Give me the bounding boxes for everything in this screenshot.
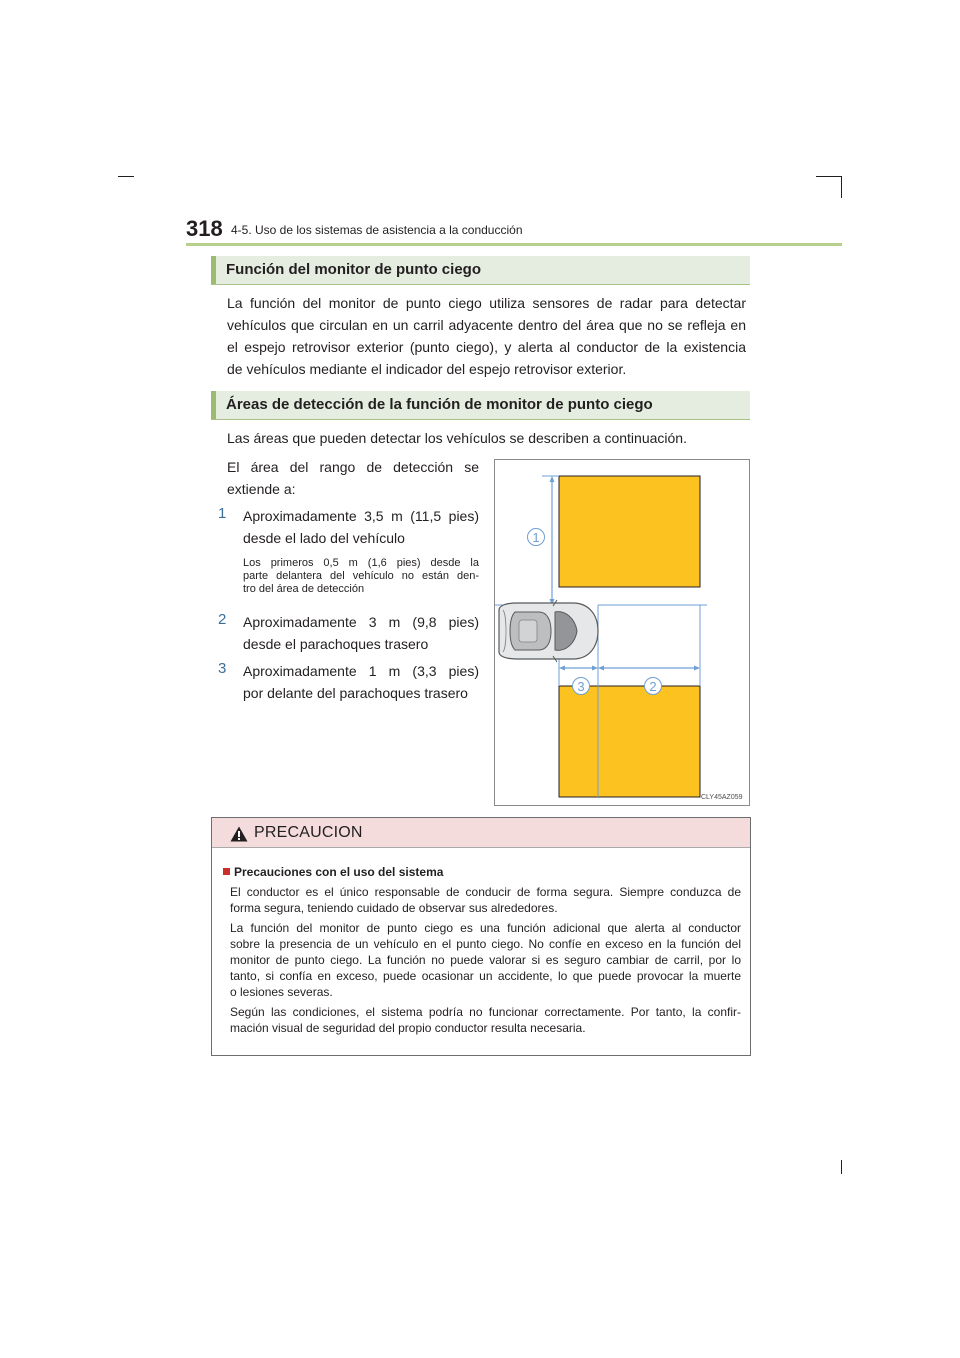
text-line: tanto, si confía en exceso, puede ocasionar un accidente, lo que puede provocar la muerte	[230, 969, 741, 983]
item-text	[243, 505, 479, 549]
detection-zone-rear	[559, 686, 700, 797]
text-line: Aproximadamente 1 m (3,3 pies)	[243, 663, 479, 679]
section2-intro: Las áreas que pueden detectar los vehículos se describen a continuación.	[227, 430, 687, 446]
detection-zone-side	[559, 476, 700, 587]
range-text	[227, 456, 479, 500]
diagram-drawing	[495, 460, 751, 807]
page-number: 318	[186, 216, 223, 241]
text-line: Aproximadamente 3,5 m (11,5 pies)	[243, 508, 479, 524]
caution-box	[211, 817, 751, 1056]
section1-paragraph	[227, 292, 746, 380]
breadcrumb: 4-5. Uso de los sistemas de asistencia a la conducción	[231, 223, 523, 237]
text-line: Según las condiciones, el sistema podría no funcionar correctamente. Por tanto, la confir-	[230, 1005, 741, 1019]
text-line: tro del área de detección	[243, 583, 365, 595]
crop-mark	[118, 176, 134, 177]
section-heading-text: Función del monitor de punto ciego	[226, 261, 481, 278]
vehicle-top-view	[499, 600, 598, 662]
text-line: por delante del parachoques trasero	[243, 685, 468, 701]
text-line: La función del monitor de punto ciego es una función adicional que alerta al conductor	[230, 921, 741, 935]
caution-subtitle	[223, 865, 443, 879]
item-number: 2	[218, 611, 227, 628]
text-line: extiende a:	[227, 481, 296, 497]
caution-paragraph	[230, 1004, 741, 1036]
caution-header	[212, 818, 750, 848]
diagram-label: 2	[649, 679, 657, 694]
text-line: o lesiones severas.	[230, 985, 333, 999]
item-note	[243, 557, 479, 596]
diagram-code: CLY45AZ059	[701, 794, 743, 801]
text-line: desde el parachoques trasero	[243, 636, 429, 652]
header-rule	[186, 243, 842, 246]
text-line: Los primeros 0,5 m (1,6 pies) desde la	[243, 557, 479, 569]
crop-mark	[816, 176, 842, 177]
text-line: desde el lado del vehículo	[243, 530, 405, 546]
section-heading	[211, 256, 750, 285]
diagram-label: 1	[532, 530, 540, 545]
caution-paragraph	[230, 920, 741, 1000]
text-line: mación visual de seguridad del propio conductor resulta necesaria.	[230, 1021, 586, 1035]
caution-title: PRECAUCION	[254, 824, 363, 841]
bullet-square-icon	[223, 868, 230, 875]
text-line: de vehículos mediante el indicador del espejo retrovisor exterior.	[227, 361, 627, 377]
text-line: El conductor es el único responsable de conducir de forma segura. Siempre conduzca de	[230, 885, 741, 899]
warning-triangle-icon	[230, 826, 248, 842]
diagram-label: 3	[577, 679, 585, 694]
text-line: Aproximadamente 3 m (9,8 pies)	[243, 614, 479, 630]
crop-mark	[841, 1160, 842, 1174]
heading-accent-bar	[211, 391, 216, 419]
arrow-head	[550, 476, 555, 482]
section-heading	[211, 391, 750, 420]
item-number: 3	[218, 660, 227, 677]
arrow-head	[559, 666, 565, 671]
text-line: parte delantera del vehículo no están den-	[243, 570, 479, 582]
text-line: monitor de punto ciego. La función no puede valorar si es seguro cambiar de carril, por lo	[230, 953, 741, 967]
item-text	[243, 611, 479, 655]
text-line: forma segura, teniendo cuidado de observar sus alrededores.	[230, 901, 558, 915]
arrow-head	[592, 666, 598, 671]
section-heading-text: Áreas de detección de la función de monitor de punto ciego	[226, 396, 653, 413]
heading-accent-bar	[211, 256, 216, 284]
caution-subtitle-text: Precauciones con el uso del sistema	[234, 865, 444, 879]
text-line: vehículos que circulan en un carril adyacente dentro del área que no se refleja en	[227, 317, 746, 333]
caution-paragraph	[230, 884, 741, 916]
detection-area-diagram	[494, 459, 750, 806]
crop-mark	[841, 176, 842, 198]
text-line: sobre la presencia de un vehículo en el punto ciego. No confíe en exceso en la función del	[230, 937, 741, 951]
text-line: el espejo retrovisor exterior (punto ciego), y alerta al conductor de la existencia	[227, 339, 746, 355]
arrow-head	[694, 666, 700, 671]
item-text	[243, 660, 479, 704]
text-line: La función del monitor de punto ciego utiliza sensores de radar para detectar	[227, 295, 746, 311]
item-number: 1	[218, 505, 227, 522]
text-line: El área del rango de detección se	[227, 459, 479, 475]
arrow-head	[598, 666, 604, 671]
